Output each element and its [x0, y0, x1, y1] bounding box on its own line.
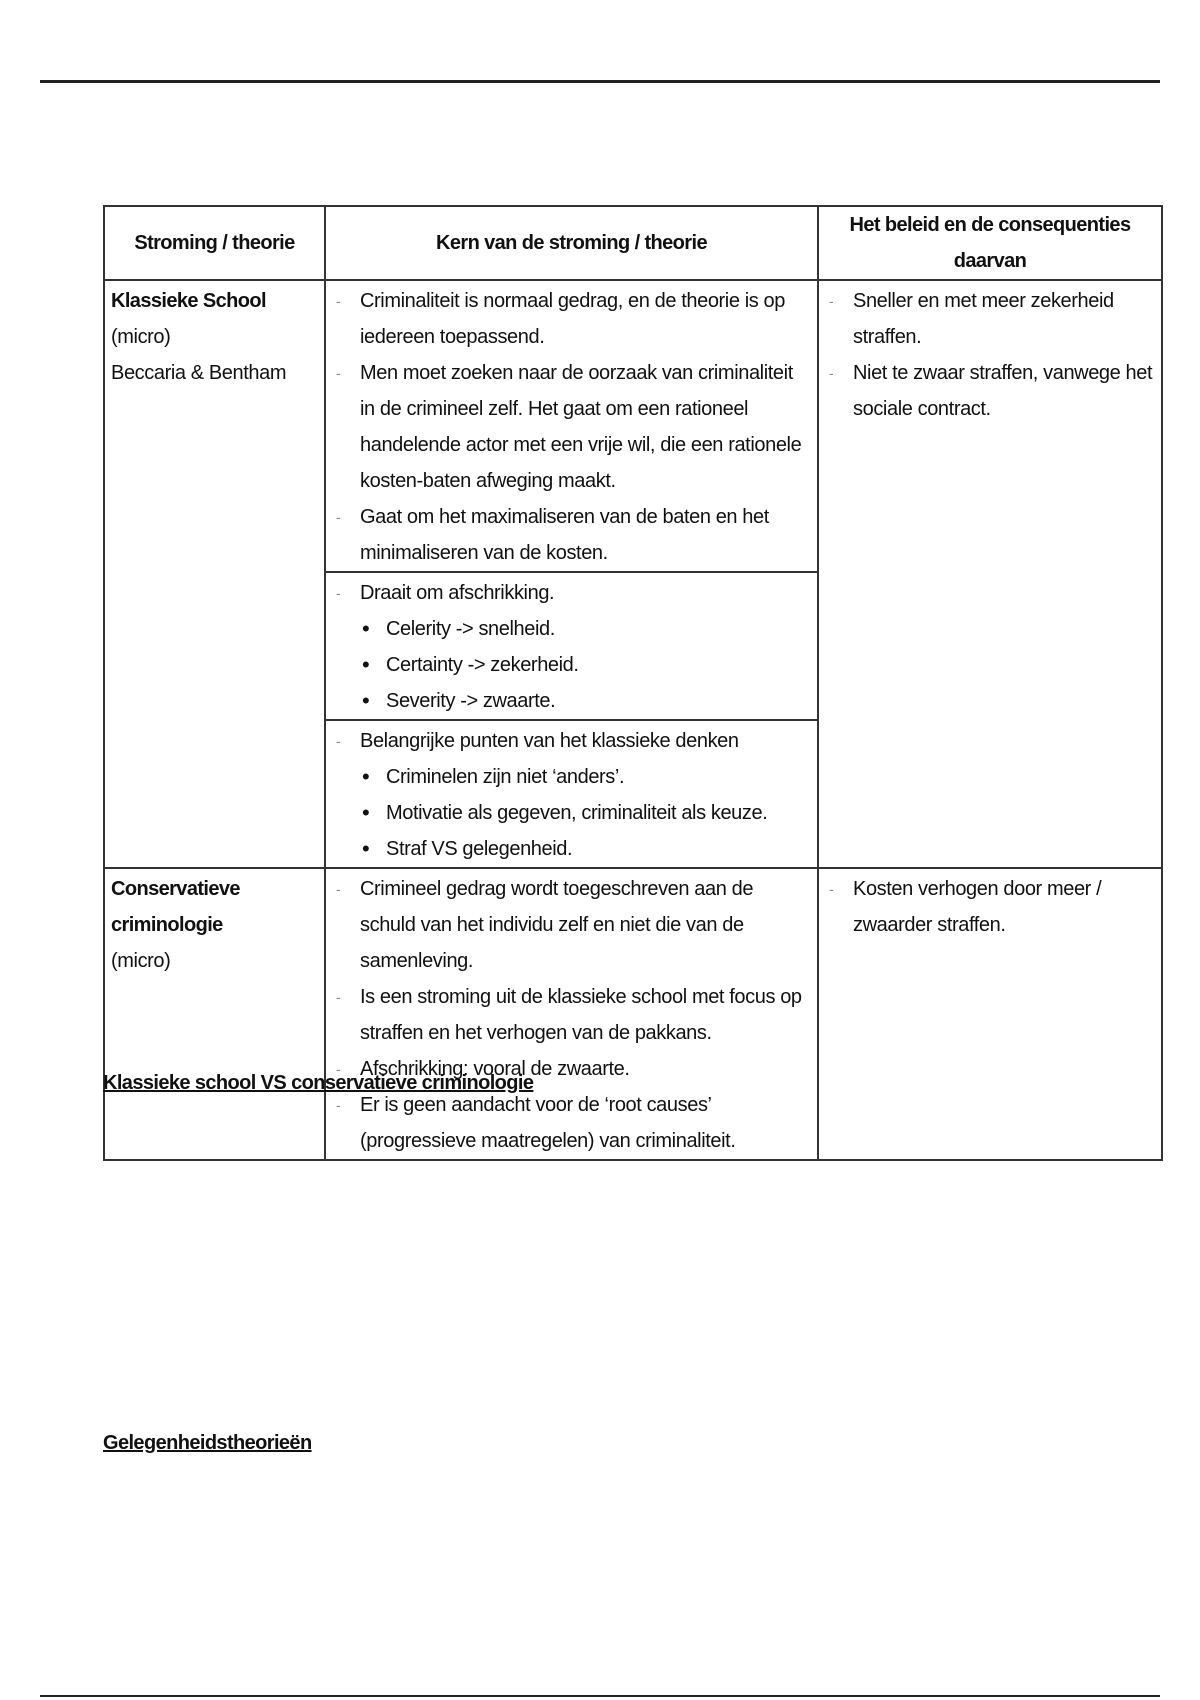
header-stroming: Stroming / theorie — [104, 206, 325, 280]
list-item: • Severity -> zwaarte. — [360, 683, 809, 719]
list-item: • Motivatie als gegeven, criminaliteit als keuze. — [360, 795, 809, 831]
list-item: • Criminelen zijn niet ‘anders’. — [360, 759, 809, 795]
conservatief-school-cell — [104, 868, 325, 1160]
header-beleid: Het beleid en de consequenties daarvan — [818, 206, 1162, 280]
klassiek-school-cell — [104, 280, 325, 868]
conservatief-policy-cell — [818, 868, 1162, 1160]
list-item: - Kosten verhogen door meer / zwaarder straffen. — [827, 871, 1155, 943]
list-item: - Criminaliteit is normaal gedrag, en de theorie is op iedereen toepassend. — [334, 283, 809, 355]
list-item: - Er is geen aandacht voor de ‘root causes’ (progressieve maatregelen) van criminaliteit. — [334, 1087, 809, 1159]
bottom-rule — [40, 1695, 1160, 1697]
klassiek-core-block-2 — [325, 572, 818, 720]
klassiek-scale: (micro) — [111, 326, 171, 348]
list-item: • Straf VS gelegenheid. — [360, 831, 809, 867]
list-item: - Gaat om het maximaliseren van de baten en het minimaliseren van de kosten. — [334, 499, 809, 571]
table-row — [104, 868, 1162, 1160]
section-heading-gelegenheid: Gelegenheidstheorieën — [103, 1432, 312, 1454]
list-item: - Men moet zoeken naar de oorzaak van criminaliteit in de crimineel zelf. Het gaat om een rationeel handelende actor met een vrije wil, die een rationele kosten-baten afweging maakt. — [334, 355, 809, 499]
key-points-intro: Belangrijke punten van het klassieke denken — [360, 730, 739, 752]
conservatief-name: Conservatieve criminologie — [111, 878, 240, 936]
list-item: • Celerity -> snelheid. — [360, 611, 809, 647]
conservatief-core-cell — [325, 868, 818, 1160]
list-item: - Is een stroming uit de klassieke school met focus op straffen en het verhogen van de pakkans. — [334, 979, 809, 1051]
list-item — [334, 723, 809, 867]
klassiek-policy-cell — [818, 280, 1162, 868]
list-item: - Sneller en met meer zekerheid straffen. — [827, 283, 1155, 355]
table-row — [104, 280, 1162, 572]
klassiek-name: Klassieke School — [111, 290, 266, 312]
header-kern: Kern van de stroming / theorie — [325, 206, 818, 280]
klassiek-core-block-3 — [325, 720, 818, 868]
klassiek-authors: Beccaria & Bentham — [111, 362, 287, 384]
deterrence-intro: Draait om afschrikking. — [360, 582, 555, 604]
top-rule — [40, 80, 1160, 83]
klassiek-core-block-1 — [325, 280, 818, 572]
table-header-row — [104, 206, 1162, 280]
list-item — [334, 575, 809, 719]
list-item: - Crimineel gedrag wordt toegeschreven aan de schuld van het individu zelf en niet die van de samenleving. — [334, 871, 809, 979]
theory-table — [103, 205, 1163, 1161]
list-item: - Afschrikking: vooral de zwaarte. — [334, 1051, 809, 1087]
section-heading-vs: Klassieke school VS conservatieve criminologie — [103, 1072, 534, 1094]
list-item: - Niet te zwaar straffen, vanwege het sociale contract. — [827, 355, 1155, 427]
list-item: • Certainty -> zekerheid. — [360, 647, 809, 683]
conservatief-scale: (micro) — [111, 950, 171, 972]
